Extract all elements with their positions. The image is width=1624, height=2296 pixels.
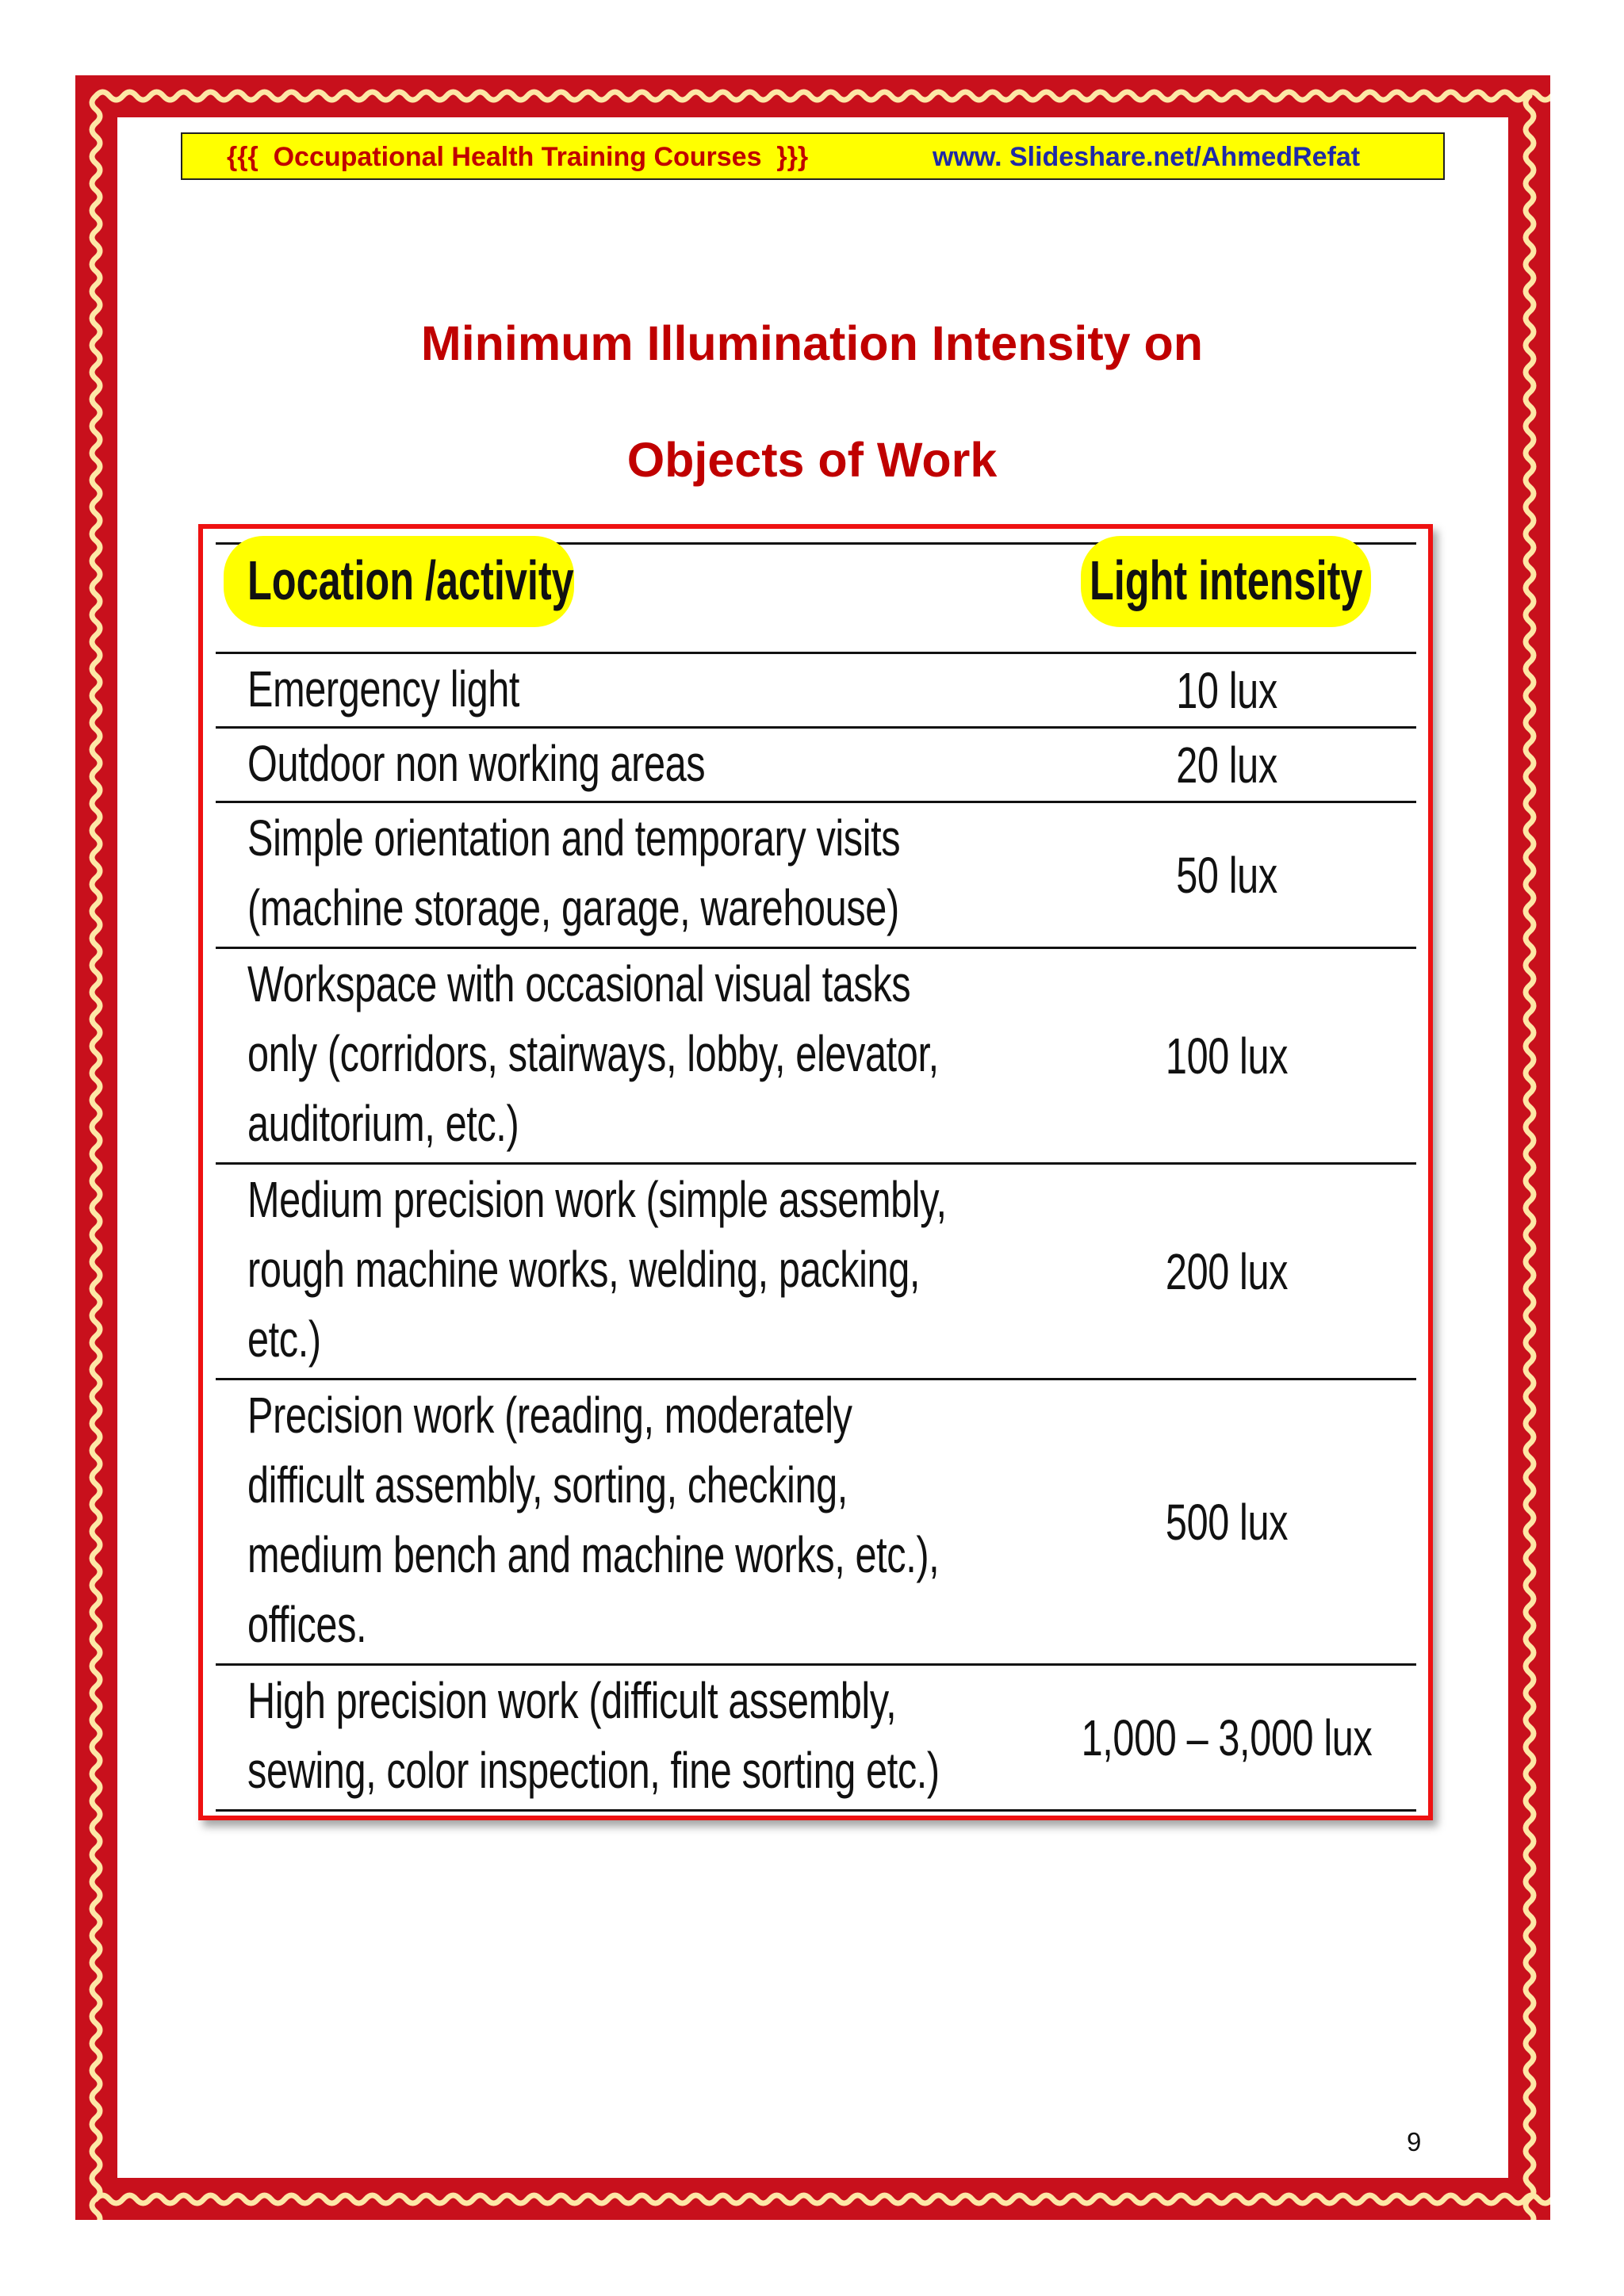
light-intensity-value: 10 lux <box>1176 661 1277 719</box>
light-intensity-value: 200 lux <box>1165 1242 1289 1300</box>
table-row <box>216 1666 1416 1809</box>
page-title-line-1: Minimum Illumination Intensity on <box>420 316 1204 370</box>
light-intensity-value: 50 lux <box>1176 846 1277 904</box>
light-intensity-value: 1,000 – 3,000 lux <box>1081 1709 1373 1766</box>
location-activity-text: only (corridors, stairways, lobby, elevator, <box>247 1025 939 1082</box>
location-activity-text: auditorium, etc.) <box>247 1095 519 1152</box>
table-row <box>216 1380 1416 1663</box>
page-title-line-2: Objects of Work <box>626 433 998 487</box>
row-divider <box>216 1809 1416 1812</box>
location-activity-text: Outdoor non working areas <box>247 735 706 792</box>
light-intensity-value: 100 lux <box>1165 1027 1289 1085</box>
illumination-table-card <box>198 524 1433 1820</box>
location-activity-text: rough machine works, welding, packing, <box>247 1241 921 1298</box>
wave-stroke <box>1526 96 1534 2220</box>
location-activity-text: difficult assembly, sorting, checking, <box>247 1456 848 1513</box>
wave-stroke <box>92 96 100 2220</box>
header-banner <box>181 132 1445 180</box>
location-activity-text: sewing, color inspection, fine sorting etc.) <box>247 1742 940 1799</box>
wave-stroke <box>96 92 1550 100</box>
table-row <box>216 949 1416 1162</box>
location-activity-text: Emergency light <box>247 660 520 718</box>
location-activity-text: Precision work (reading, moderately <box>247 1387 852 1444</box>
location-activity-text: Medium precision work (simple assembly, <box>247 1171 947 1228</box>
location-activity-text: medium bench and machine works, etc.), <box>247 1526 940 1583</box>
location-activity-text: Workspace with occasional visual tasks <box>247 955 911 1012</box>
light-intensity-value: 500 lux <box>1165 1493 1289 1551</box>
location-activity-text: (machine storage, garage, warehouse) <box>247 879 899 936</box>
location-activity-text: offices. <box>247 1596 367 1653</box>
table-row <box>216 803 1416 947</box>
column-header-location: Location /activity <box>247 549 574 611</box>
location-activity-text: High precision work (difficult assembly, <box>247 1672 897 1729</box>
table-row <box>216 1165 1416 1378</box>
wave-stroke <box>96 2195 1550 2203</box>
header-website-link[interactable]: www. Slideshare.net/AhmedRefat <box>933 142 1361 172</box>
light-intensity-value: 20 lux <box>1176 736 1277 794</box>
header-course-title: {{{ Occupational Health Training Courses }}} <box>227 142 809 172</box>
page-number: 9 <box>1407 2127 1422 2156</box>
location-activity-text: etc.) <box>247 1311 321 1368</box>
table-row <box>216 729 1416 801</box>
column-header-intensity: Light intensity <box>1090 549 1363 611</box>
table-row <box>216 654 1416 726</box>
location-activity-text: Simple orientation and temporary visits <box>247 809 901 867</box>
